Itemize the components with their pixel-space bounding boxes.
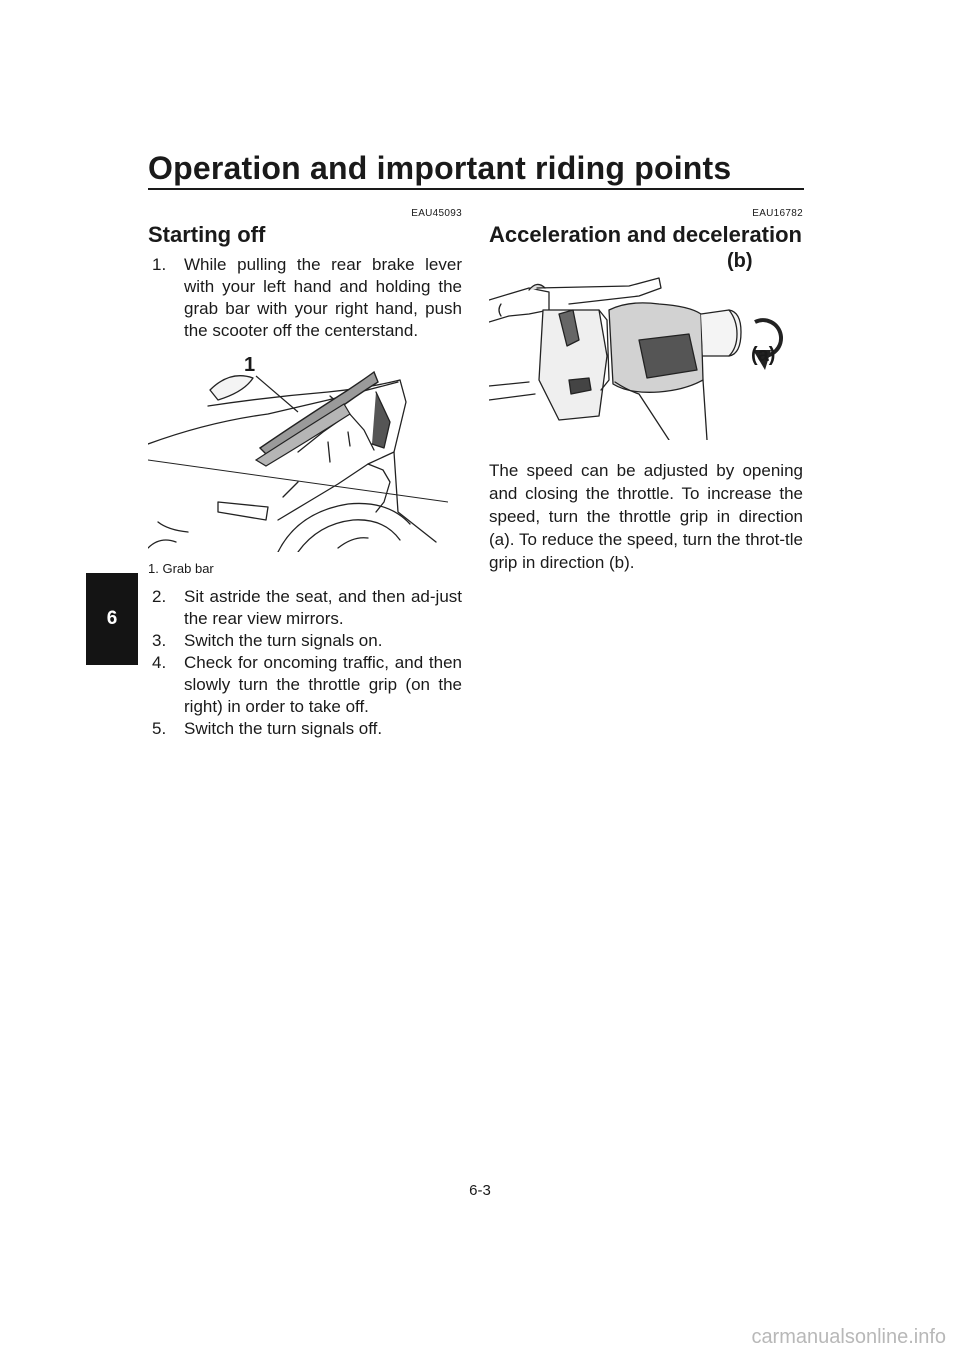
callout-leader-line xyxy=(256,376,298,412)
direction-label-a: (a) xyxy=(751,344,776,366)
chapter-tab xyxy=(86,573,138,665)
step-text: Switch the turn signals on. xyxy=(184,631,383,650)
direction-label-b: (b) xyxy=(727,250,753,272)
watermark-text: carmanualsonline.info xyxy=(751,1326,946,1348)
step-text: Switch the turn signals off. xyxy=(184,719,383,738)
chapter-tab-number: 6 xyxy=(106,608,118,629)
throttle-grip-illustration xyxy=(489,270,789,440)
page-number: 6-3 xyxy=(469,1182,491,1199)
grab-bar-figure xyxy=(148,352,462,557)
step-number: 3. xyxy=(152,631,167,650)
acceleration-body-text: The speed can be adjusted by opening and closing the throttle. To increase the speed, turn the throttle grip in direction (a). To reduce the speed, turn the throt-tle grip in direction (b). xyxy=(489,461,803,572)
heading-starting-off: Starting off xyxy=(148,222,266,247)
steps-list-a xyxy=(148,254,462,342)
step-item-2 xyxy=(148,586,462,630)
right-column xyxy=(489,208,803,574)
step-item-4 xyxy=(148,652,462,718)
step-item-1 xyxy=(148,254,462,342)
step-item-3 xyxy=(148,630,462,652)
step-text: Sit astride the seat, and then ad-just the rear view mirrors. xyxy=(184,587,462,628)
step-number: 5. xyxy=(152,719,167,738)
step-item-5 xyxy=(148,718,462,740)
scooter-rear-illustration xyxy=(148,352,448,552)
step-text: Check for oncoming traffic, and then slowly turn the throttle grip (on the right) in order to take off. xyxy=(184,653,462,716)
steps-list-b xyxy=(148,586,462,740)
throttle-figure xyxy=(489,250,803,445)
title-rule xyxy=(148,188,804,190)
grab-bar-shape xyxy=(256,372,378,466)
step-number: 2. xyxy=(152,587,167,606)
step-number: 1. xyxy=(152,255,167,274)
step-number: 4. xyxy=(152,653,167,672)
heading-acceleration: Acceleration and deceleration xyxy=(489,222,802,247)
left-column xyxy=(148,208,462,740)
section-code-starting-off: EAU45093 xyxy=(411,208,462,219)
callout-number: 1 xyxy=(244,354,256,376)
figure-caption: 1. Grab bar xyxy=(148,561,214,576)
section-code-acceleration: EAU16782 xyxy=(752,208,803,219)
page-title: Operation and important riding points xyxy=(148,150,732,186)
step-text: While pulling the rear brake lever with your left hand and holding the grab bar with your right hand, push the scooter off the centerstand. xyxy=(184,255,462,340)
